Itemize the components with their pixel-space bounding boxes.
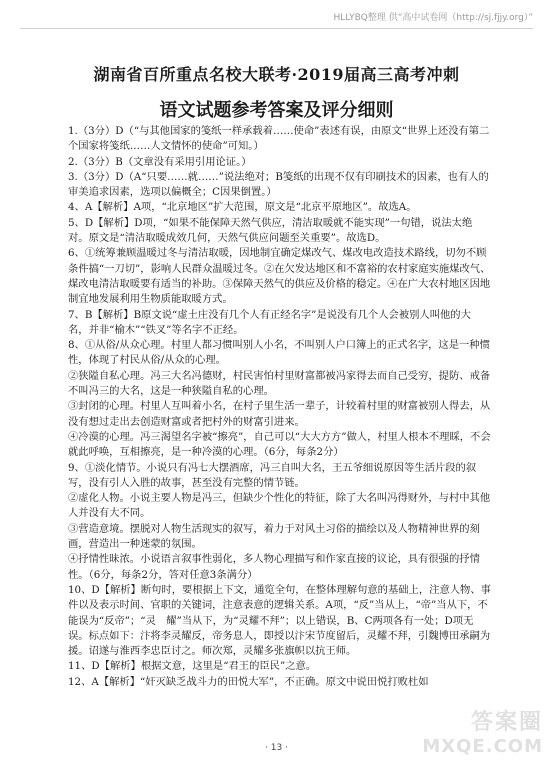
watermark-domain: MXQE.COM: [422, 736, 543, 757]
answer-item: ②狭隘自私心理。冯三大名冯德财，村民害怕村里财富都被冯家得去而自己受穷，提防、戒备不叫冯三的大名，这是一种狭隘自私的心理。: [68, 369, 491, 398]
answer-item: ③营造意境。摆脱对人物生活现实的叙写，着力于对风土习俗的描绘以及人物精神世界的刻画，营造出一种迷蒙的氛围。: [68, 522, 480, 551]
answer-item: 3.（3分）D（A“只要……就……”说法绝对；B笺纸的出现不仅有印刷技术的因素，也有人的审美追求因素，选项以偏概全；C因果倒置。）: [68, 170, 489, 199]
answer-item: ③封闭的心理。村里人互叫着小名，在村子里生活一辈子，计较着村里的财富被别人得去，从没有想过走出去创造财富或者把村外的财富引进来。: [68, 400, 491, 428]
watermark-logo: [422, 705, 543, 757]
answer-item: 6、①统筹兼顾温暖过冬与清洁取暖，因地制宜确定煤改气、煤改电改造技术路线，切勿不顾条件搞“一刀切”，影响人民群众温暖过冬。②在欠发达地区和不富裕的农村家庭实施煤改气、煤改电清洁取暖要有适当的补助。③保障天然气的供应及价格的稳定。④在广大农村地区因地制宜地发展利用生物质能取暖方式。: [68, 247, 491, 306]
answer-body: [68, 124, 491, 690]
exam-title: 湖南省百所重点名校大联考·2019届高三高考冲刺: [93, 65, 460, 84]
answer-item: 10、D【解析】断句时，要根据上下文，通览全句，在整体理解句意的基础上，注意人物、事件以及表示时间、官职的关键词，注意表意的逻辑关系。A项，“反”当从上，“帝”当从下，不能误为“反帝”；“灵 耀”当从下，为“灵耀不拜”；以上错误，B、C两项各有一处；D项无误。标点如下：汴将李灵耀反，帝务息人，即授以汴宋节度留后，灵耀不拜，引魏博田承嗣为援。诏遂与淮西李忠臣讨之。师次郑，灵耀多张旗帜以抗王师。: [68, 583, 491, 658]
answer-item: 2.（3分）B（文章没有采用引用论证。）: [68, 155, 252, 168]
answer-item: 1.（3分）D（“与其他国家的笺纸一样承载着……使命”表述有误，由原文“世界上还没有第二个国家将笺纸……人文情怀的使命”可知。）: [68, 125, 490, 153]
source-note: HLLYBQ整理 供“高中试卷网（http://sj.fjjy.org）”: [333, 13, 533, 23]
answer-item: ②虚化人物。小说主要人物是冯三，但缺少个性化的特征，除了大名叫冯得财外，与村中其他人并没有大不同。: [68, 492, 491, 520]
answer-item: 4、A【解析】A项，“北京地区”扩大范围，原文是“北京平原地区”。故选A。: [68, 201, 417, 214]
answer-item: 11、D【解析】根据文意，这里是“君王的臣民”之意。: [68, 660, 317, 673]
answer-item: 8、①从俗/从众心理。村里人都习惯叫别人小名，不叫别人户口簿上的正式名字，这是一种惯性，体现了村民从俗/从众的心理。: [68, 339, 490, 367]
answer-item: ④抒情性昧浓。小说语言叙事性弱化，多人物心理描写和作家直接的议论，具有很强的抒情性。（6分，每条2分，答对任意3条满分）: [68, 553, 480, 581]
source-note-bar: [0, 10, 553, 24]
header-rule: [20, 28, 533, 29]
answer-item: 12、A【解析】“奸灭缺乏战斗力的田悦大军”，不正确。原文中说田悦打败杜如: [68, 675, 429, 688]
document-subtitle: 语文试题参考答案及评分细则: [159, 100, 394, 121]
answer-item: 5、D【解析】D项，“如果不能保障天然气供应，清洁取暖就不能实现”一句错，说法太绝对。原文是“清洁取暖成效几何，天然气供应问题至关重要”。故选D。: [68, 216, 473, 245]
answer-item: ④冷漠的心理。冯三渴望名字被“擦亮”，自己可以“大大方方”做人，村里人根本不理睬，不会就此呼唤，互相擦亮，是一种冷漠的心理。（6分，每条2分）: [68, 430, 491, 459]
answer-item: 7、B【解析】B原文说“虚土庄没有几个人有正经名字”是说没有几个人会被别人叫他的大名，并非“榆木”“铁叉”等名字不正经。: [68, 308, 471, 336]
watermark-text: 答案圈: [470, 710, 543, 735]
page-number: · 13 ·: [265, 743, 288, 753]
answer-item: 9、①淡化情节。小说只有冯七大摆酒席，冯三自叫大名，王五爷细说原因等生活片段的叙写，没有引人入胜的故事，甚至没有完整的情节链。: [68, 461, 477, 489]
